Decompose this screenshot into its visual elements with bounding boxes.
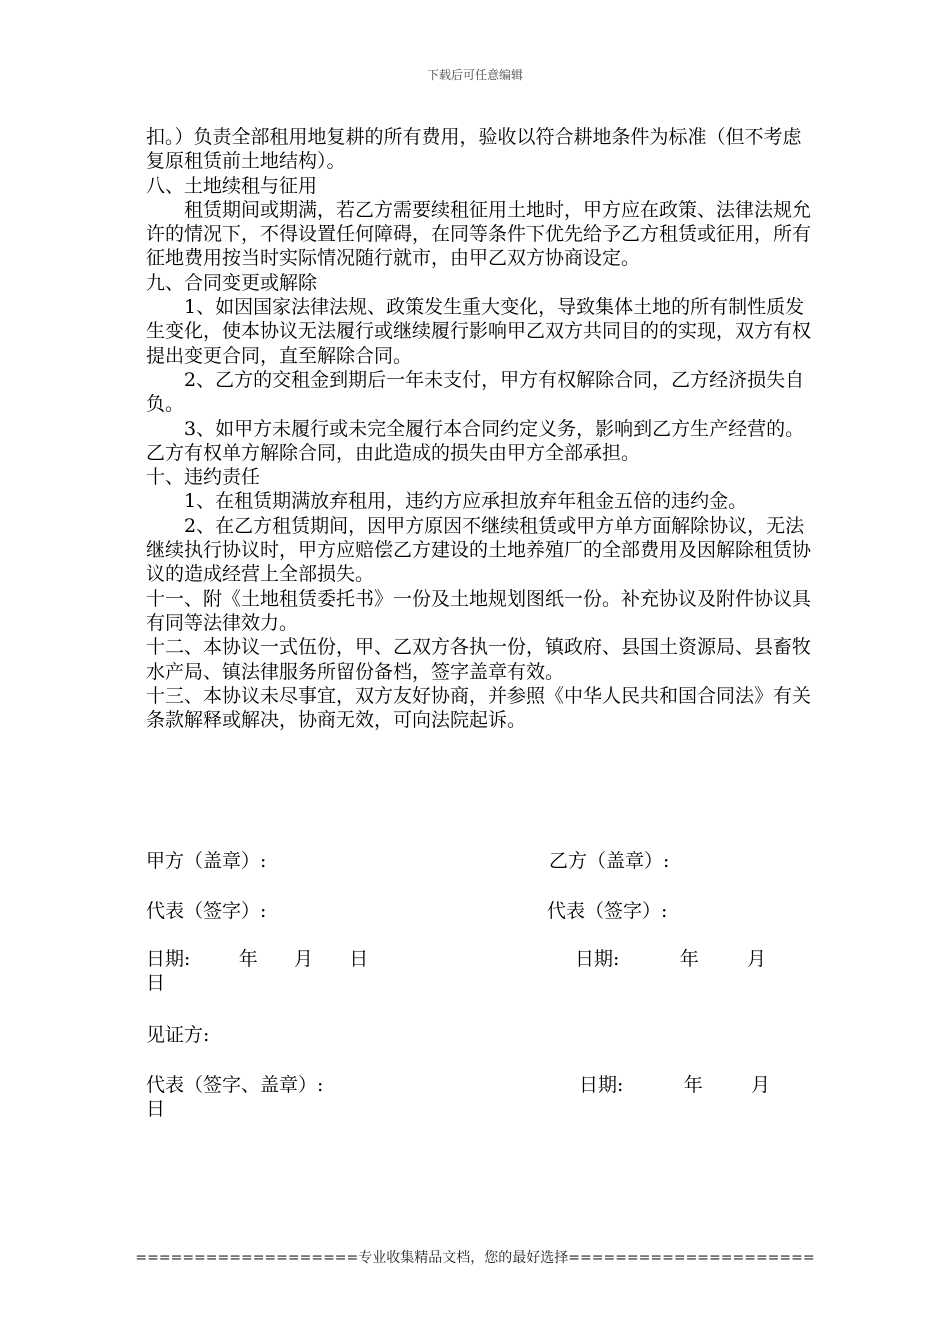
section-heading-10: 十、违约责任 [146,466,261,489]
paragraph-change-1: 1、如因国家法律法规、政策发生重大变化，导致集体土地的所有制性质发生变化，使本协议无法履行或继续履行影响甲乙双方共同目的的实现，双方有权提出变更合同，直至解除合同。 [146,296,812,367]
section-12: 十二、本协议一式伍份，甲、乙双方各执一份，镇政府、县国土资源局、县畜牧水产局、镇法律服务所留份备档，签字盖章有效。 [146,636,812,683]
party-b-date-day: 日 [146,972,166,994]
page-footer-banner: ===================专业收集精品文档，您的最好选择===================== [135,1250,815,1266]
section-11: 十一、附《土地租赁委托书》一份及土地规划图纸一份。补充协议及附件协议具有同等法律效力。 [146,587,812,634]
contract-body [146,125,811,732]
paragraph-change-3: 3、如甲方未履行或未完全履行本合同约定义务，影响到乙方生产经营的。乙方有权单方解除合同，由此造成的损失由甲方全部承担。 [146,417,805,464]
paragraph-land-restoration: 扣。）负责全部租用地复耕的所有费用，验收以符合耕地条件为标准（但不考虑复原租赁前土地结构）。 [146,126,802,173]
paragraph-breach-2: 2、在乙方租赁期间，因甲方原因不继续租赁或甲方单方面解除协议，无法继续执行协议时，甲方应赔偿乙方建设的土地养殖厂的全部费用及因解除租赁协议的造成经营上全部损失。 [146,514,812,586]
section-heading-9: 九、合同变更或解除 [146,271,318,294]
paragraph-breach-1: 1、在租赁期满放弃租用，违约方应承担放弃年租金五倍的违约金。 [184,490,748,513]
paragraph-change-2: 2、乙方的交租金到期后一年未支付，甲方有权解除合同，乙方经济损失自负。 [146,368,805,416]
page-header-note: 下载后可任意编辑 [426,68,523,82]
witness-date-label: 日期: 年 月 [579,1074,771,1096]
party-a-date-label: 日期: 年 月 日 [146,948,369,970]
party-b-seal-label: 乙方（盖章）: [549,850,670,872]
paragraph-renewal: 租赁期间或期满，若乙方需要续租征用土地时，甲方应在政策、法律法规允许的情况下，不得设置任何障碍，在同等条件下优先给予乙方租赁或征用，所有征地费用按当时实际情况随行就市，由甲乙双方协商设定。 [146,198,812,270]
witness-date-day: 日 [146,1098,166,1120]
witness-label: 见证方: [146,1024,210,1046]
party-a-seal-label: 甲方（盖章）: [146,850,267,872]
party-b-date-label: 日期: 年 月 [575,948,767,970]
party-b-representative-label: 代表（签字）: [547,900,668,922]
party-a-representative-label: 代表（签字）: [146,900,267,922]
witness-representative-label: 代表（签字、盖章）: [146,1074,324,1096]
section-13: 十三、本协议未尽事宜，双方友好协商，并参照《中华人民共和国合同法》有关条款解释或解决，协商无效，可向法院起诉。 [146,684,812,732]
section-heading-8: 八、土地续租与征用 [146,174,318,197]
